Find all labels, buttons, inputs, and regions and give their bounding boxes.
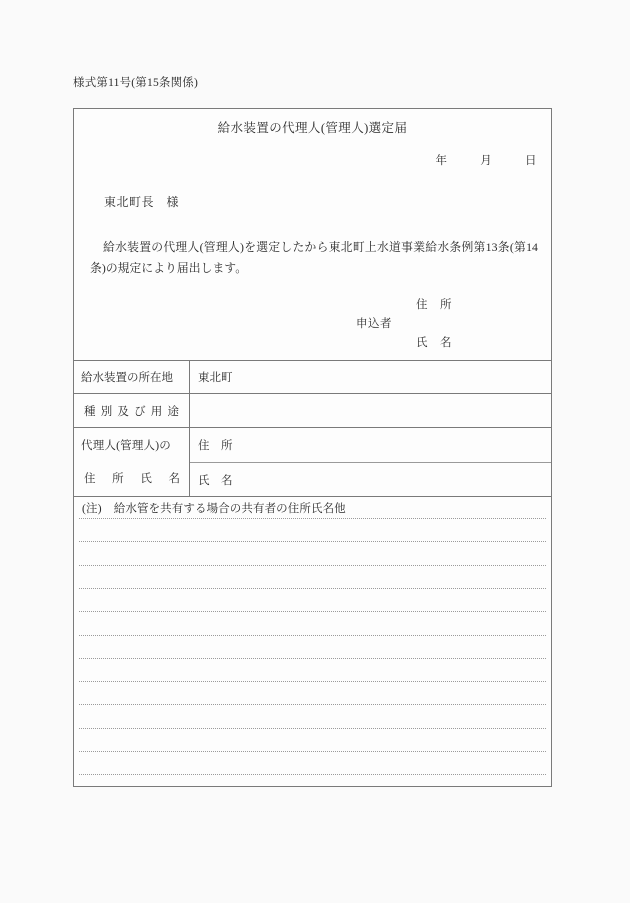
label-char: 名 <box>168 473 180 485</box>
ruled-line <box>79 541 546 542</box>
label-char: 別 <box>100 405 113 418</box>
agent-name-field[interactable]: 氏 名 <box>190 462 551 496</box>
label-char: び <box>134 405 146 418</box>
date-line <box>436 152 538 168</box>
row-label-type-and-use <box>74 394 190 427</box>
spread-chars <box>81 470 183 486</box>
table-row <box>74 360 551 393</box>
ruled-line <box>79 774 546 775</box>
form-code-label: 様式第11号(第15条関係) <box>73 77 199 89</box>
agent-label-cell <box>74 428 190 496</box>
form-outer-box <box>73 108 552 787</box>
spread-chars <box>81 403 182 419</box>
ruled-line <box>79 704 546 705</box>
label-char: 氏 <box>140 473 152 485</box>
applicant-block <box>344 296 534 352</box>
label-char: 用 <box>150 405 163 418</box>
ruled-writing-area[interactable] <box>74 518 551 803</box>
label-char: 住 <box>84 473 96 485</box>
ruled-line <box>79 658 546 659</box>
row-value-location[interactable]: 東北町 <box>198 372 233 384</box>
table-row <box>74 393 551 427</box>
applicant-name-label: 氏 名 <box>416 337 452 349</box>
row-value-type-and-use[interactable] <box>190 394 551 427</box>
note-marker: (注) <box>82 502 102 515</box>
ruled-line <box>79 611 546 612</box>
agent-label-line1: 代理人(管理人)の <box>81 440 171 452</box>
date-day-label: 日 <box>525 155 537 167</box>
ruled-line <box>79 588 546 589</box>
row-label-location: 給水装置の所在地 <box>74 361 190 393</box>
ruled-line <box>79 518 546 519</box>
note-row <box>74 496 551 518</box>
agent-label-line2 <box>81 470 183 486</box>
ruled-line <box>79 681 546 682</box>
ruled-line <box>79 728 546 729</box>
label-char: 種 <box>84 405 96 418</box>
label-char: 所 <box>112 473 124 485</box>
table-row-agent <box>74 427 551 496</box>
agent-address-field[interactable]: 住 所 <box>198 440 233 452</box>
label-char: 及 <box>117 405 129 418</box>
date-month-label: 月 <box>480 155 493 167</box>
form-header-section <box>74 109 551 360</box>
ruled-line <box>79 565 546 566</box>
form-table <box>74 360 551 803</box>
ruled-line <box>79 751 546 752</box>
label-char: 途 <box>167 405 179 418</box>
date-year-label: 年 <box>435 155 448 167</box>
body-paragraph: 給水装置の代理人(管理人)を選定したから東北町上水道事業給水条例第13条(第14条)の規定により届出します。 <box>90 240 538 275</box>
page-title: 給水装置の代理人(管理人)選定届 <box>217 121 408 135</box>
ruled-line <box>79 635 546 636</box>
applicant-address-label: 住 所 <box>416 299 452 311</box>
addressee-label: 東北町長 様 <box>104 195 180 209</box>
applicant-label: 申込者 <box>356 318 392 330</box>
note-text: 給水管を共有する場合の共有者の住所氏名他 <box>113 502 346 515</box>
